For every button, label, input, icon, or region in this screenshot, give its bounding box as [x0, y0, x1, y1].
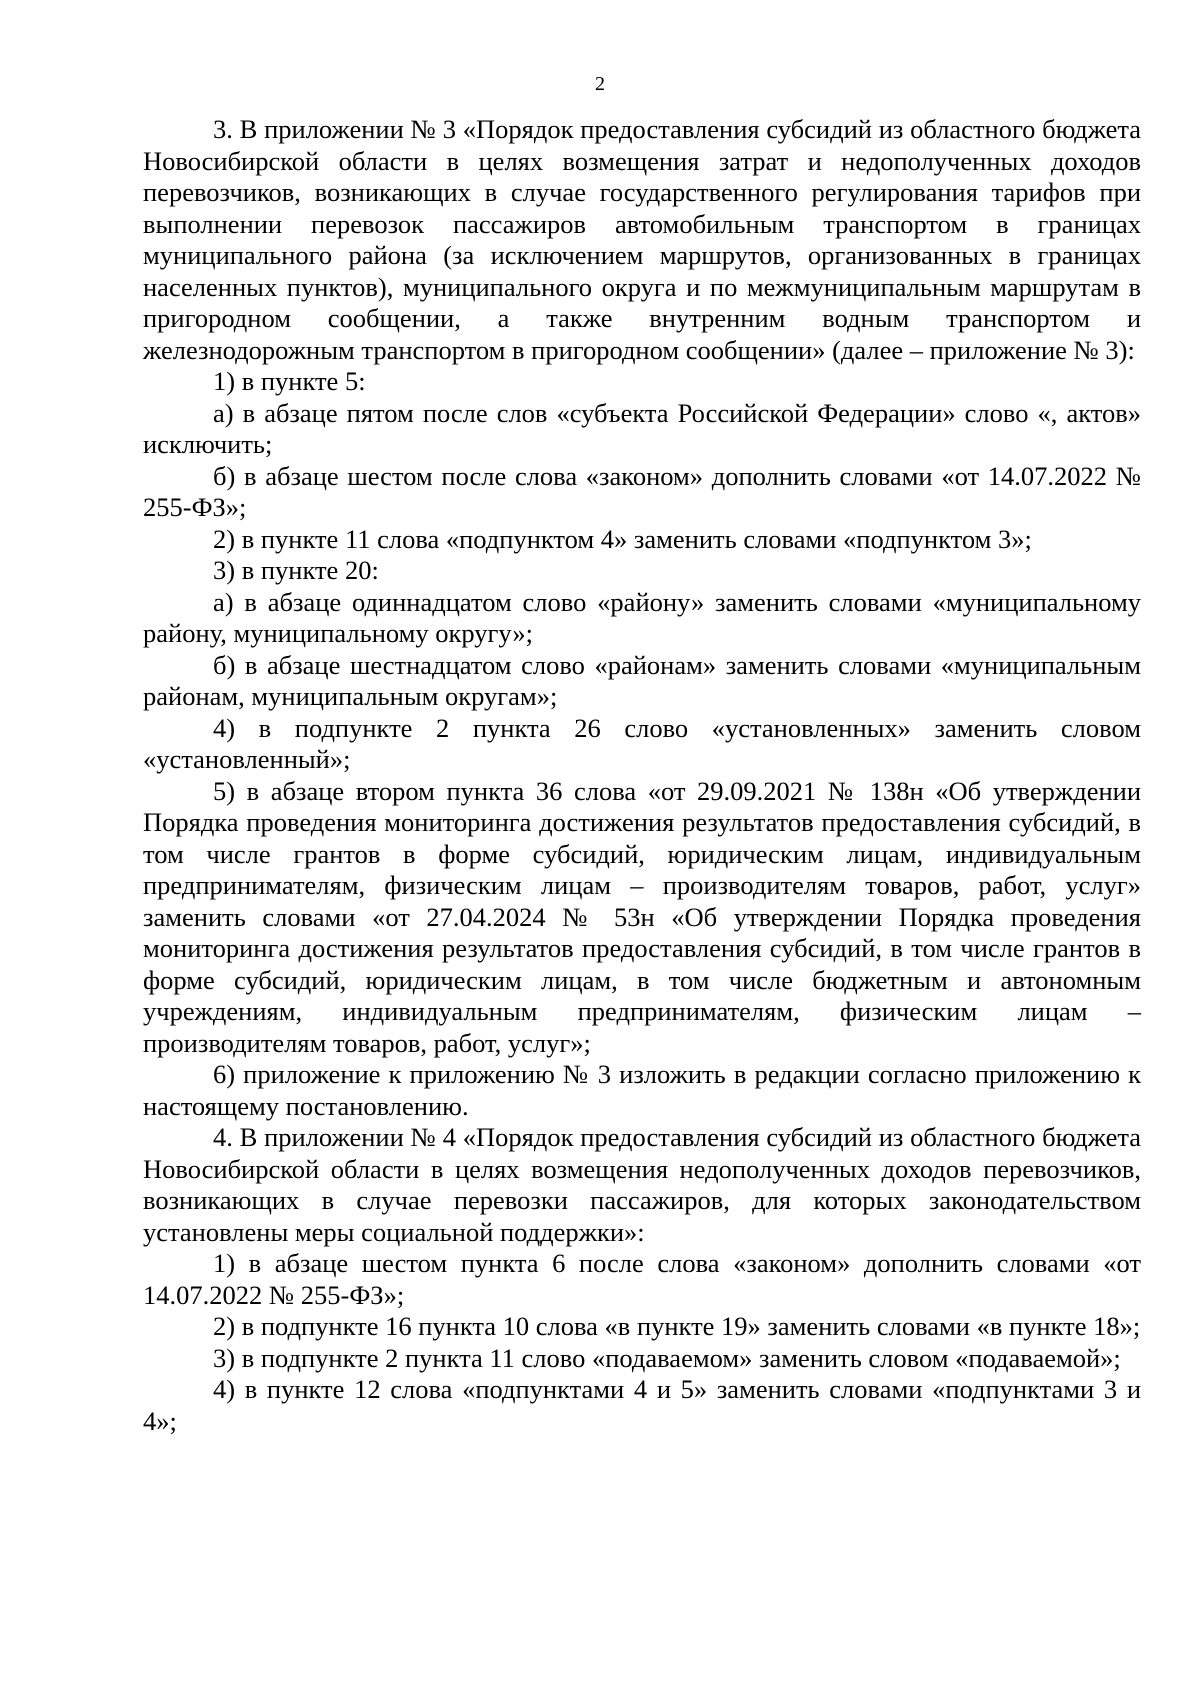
paragraph-item-3b: б) в абзаце шестнадцатом слово «районам» заменить словами «муниципальным районам, муниципальным округам»;: [143, 649, 1141, 711]
paragraph-item-1: 1) в пункте 5:: [213, 366, 366, 396]
paragraph-item-1a: а) в абзаце пятом после слов «субъекта Российской Федерации» слово «, актов» исключить;: [143, 397, 1141, 459]
paragraph-item-6: 6) приложение к приложению № 3 изложить в редакции согласно приложению к настоящему постановлению.: [143, 1059, 1141, 1121]
paragraph-section-4-intro: 4. В приложении № 4 «Порядок предоставления субсидий из областного бюджета Новосибирской области в целях возмещения недополученных доходов перевозчиков, возникающих в случае перевозки пассажиров, для которых законодательством установлены меры социальной поддержки»:: [143, 1122, 1141, 1247]
paragraph-section-3-intro: 3. В приложении № 3 «Порядок предоставления субсидий из областного бюджета Новосибирской области в целях возмещения затрат и недополученных доходов перевозчиков, возникающих в случае государственного регулирования тарифов при выполнении перевозок пассажиров автомобильным транспортом в границах муниципального района (за исключением маршрутов, организованных в границах населенных пунктов), муниципального округа и по межмуниципальным маршрутам в пригородном сообщении, а также внутренним водным транспортом и железнодорожным транспортом в пригородном сообщении» (далее – приложение № 3):: [143, 114, 1141, 365]
paragraph-s4-item-2: 2) в подпункте 16 пункта 10 слова «в пункте 19» заменить словами «в пункте 18»;: [213, 1311, 1141, 1341]
page-number: 2: [595, 73, 605, 95]
paragraph-item-3: 3) в пункте 20:: [213, 555, 379, 585]
paragraph-item-3a: а) в абзаце одиннадцатом слово «району» заменить словами «муниципальному району, муниципальному округу»;: [143, 586, 1141, 648]
paragraph-s4-item-1: 1) в абзаце шестом пункта 6 после слова «законом» дополнить словами «от 14.07.2022 № 255-ФЗ»;: [143, 1248, 1141, 1310]
paragraph-item-5: 5) в абзаце втором пункта 36 слова «от 29.09.2021 № 138н «Об утверждении Порядка проведения мониторинга достижения результатов предоставления субсидий, в том числе грантов в форме субсидий, юридическим лицам, индивидуальным предпринимателям, физическим лицам – производителям товаров, работ, услуг» заменить словами «от 27.04.2024 № 53н «Об утверждении Порядка проведения мониторинга достижения результатов предоставления субсидий, в том числе грантов в форме субсидий, юридическим лицам, в том числе бюджетным и автономным учреждениям, индивидуальным предпринимателям, физическим лицам – производителям товаров, работ, услуг»;: [143, 775, 1141, 1058]
paragraph-s4-item-3: 3) в подпункте 2 пункта 11 слово «подаваемом» заменить словом «подаваемой»;: [213, 1342, 1121, 1373]
paragraph-item-1b: б) в абзаце шестом после слова «законом» дополнить словами «от 14.07.2022 № 255-ФЗ»;: [143, 460, 1141, 522]
document-body: [143, 114, 1141, 1437]
paragraph-item-4: 4) в подпункте 2 пункта 26 слово «установленных» заменить словом «установленный»;: [143, 712, 1141, 774]
paragraph-item-2: 2) в пункте 11 слова «подпунктом 4» заменить словами «подпунктом 3»;: [213, 523, 1032, 554]
paragraph-s4-item-4: 4) в пункте 12 слова «подпунктами 4 и 5» заменить словами «подпунктами 3 и 4»;: [143, 1374, 1141, 1436]
